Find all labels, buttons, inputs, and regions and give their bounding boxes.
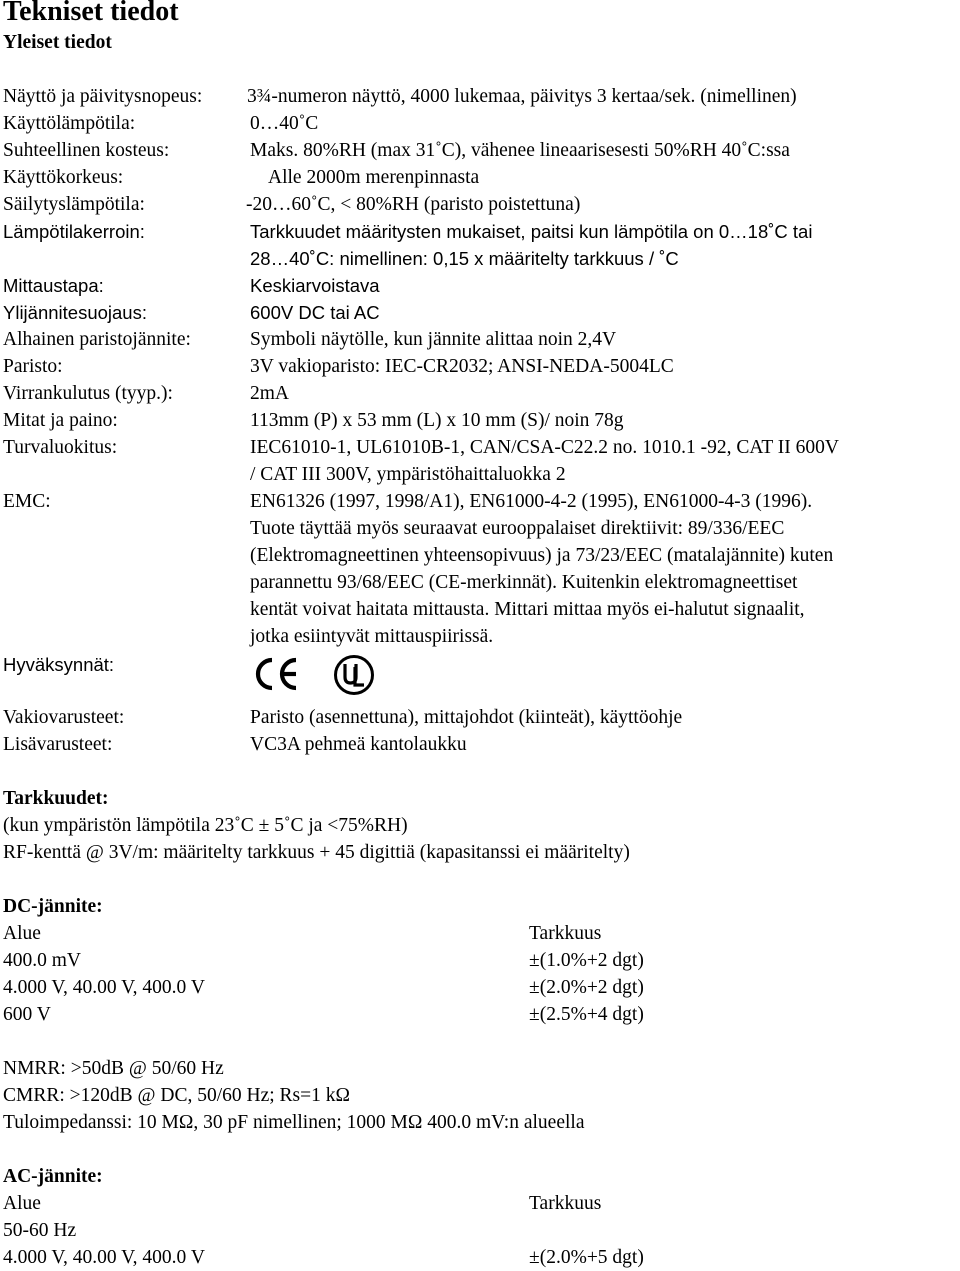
ul-mark-icon (333, 654, 375, 696)
spec-label: Käyttölämpötila: (3, 113, 136, 134)
ac-col-accuracy: Tarkkuus (529, 1193, 602, 1214)
spec-label: Säilytyslämpötila: (3, 194, 145, 215)
approvals-label: Hyväksynnät: (3, 654, 115, 675)
spec-value: Maks. 80%RH (max 31˚C), vähenee lineaarisesesti 50%RH 40˚C:ssa (250, 140, 790, 161)
spec-label: Virrankulutus (tyyp.): (3, 383, 173, 404)
dc-nmrr: NMRR: >50dB @ 50/60 Hz (3, 1058, 224, 1079)
emc-line: EN61326 (1997, 1998/A1), EN61000-4-2 (1995), EN61000-4-3 (1996). (250, 491, 813, 512)
extra-accessories-value: VC3A pehmeä kantolaukku (250, 734, 467, 755)
spec-value: 2mA (250, 383, 289, 404)
emc-line: (Elektromagneettinen yhteensopivuus) ja 73/23/EEC (matalajännite) kuten (250, 545, 834, 566)
section-heading-ac: AC-jännite: (3, 1166, 103, 1187)
spec-label: Mitat ja paino: (3, 410, 118, 431)
spec-value-continued: 28…40˚C: nimellinen: 0,15 x määritelty tarkkuus / ˚C (250, 248, 679, 269)
dc-col-accuracy: Tarkkuus (529, 923, 602, 944)
dc-range: 4.000 V, 40.00 V, 400.0 V (3, 977, 205, 998)
dc-impedance: Tuloimpedanssi: 10 MΩ, 30 pF nimellinen; 1000 MΩ 400.0 mV:n alueella (3, 1112, 585, 1133)
spec-label: Paristo: (3, 356, 63, 377)
dc-col-range: Alue (3, 923, 41, 944)
spec-label: Mittaustapa: (3, 275, 104, 296)
section-heading-dc: DC-jännite: (3, 896, 103, 917)
spec-label: Turvaluokitus: (3, 437, 118, 458)
page-title: Tekniset tiedot (3, 0, 179, 27)
spec-label: Lämpötilakerroin: (3, 221, 145, 242)
accuracy-rf-note: RF-kenttä @ 3V/m: määritelty tarkkuus + 45 digittiä (kapasitanssi ei määritelty) (3, 842, 630, 863)
dc-accuracy: ±(2.0%+2 dgt) (529, 977, 644, 998)
accessories-value: Paristo (asennettuna), mittajohdot (kiinteät), käyttöohje (250, 707, 683, 728)
accessories-label: Vakiovarusteet: (3, 707, 125, 728)
spec-value: 0…40˚C (250, 113, 319, 134)
dc-accuracy: ±(1.0%+2 dgt) (529, 950, 644, 971)
section-heading-general: Yleiset tiedot (3, 32, 112, 53)
spec-label: Suhteellinen kosteus: (3, 140, 170, 161)
spec-value: Alle 2000m merenpinnasta (268, 167, 480, 188)
dc-accuracy: ±(2.5%+4 dgt) (529, 1004, 644, 1025)
spec-label: Alhainen paristojännite: (3, 329, 191, 350)
section-heading-accuracy: Tarkkuudet: (3, 788, 109, 809)
spec-value: Symboli näytölle, kun jännite alittaa noin 2,4V (250, 329, 617, 350)
emc-line: kentät voivat haitata mittausta. Mittari mittaa myös ei-halutut signaalit, (250, 599, 805, 620)
spec-value: 600V DC tai AC (250, 302, 380, 323)
accuracy-conditions: (kun ympäristön lämpötila 23˚C ± 5˚C ja <75%RH) (3, 815, 408, 836)
spec-label: Käyttökorkeus: (3, 167, 124, 188)
dc-range: 400.0 mV (3, 950, 81, 971)
emc-label: EMC: (3, 491, 51, 512)
spec-value: Tarkkuudet määritysten mukaiset, paitsi kun lämpötila on 0…18˚C tai (250, 221, 813, 242)
dc-range: 600 V (3, 1004, 51, 1025)
ac-col-range: Alue (3, 1193, 41, 1214)
emc-line: parannettu 93/68/EEC (CE-merkinnät). Kuitenkin elektromagneettiset (250, 572, 798, 593)
emc-line: jotka esiintyvät mittauspiirissä. (250, 626, 494, 647)
spec-value: 113mm (P) x 53 mm (L) x 10 mm (S)/ noin 78g (250, 410, 624, 431)
extra-accessories-label: Lisävarusteet: (3, 734, 113, 755)
ac-range: 4.000 V, 40.00 V, 400.0 V (3, 1247, 205, 1268)
dc-cmrr: CMRR: >120dB @ DC, 50/60 Hz; Rs=1 kΩ (3, 1085, 350, 1106)
ac-accuracy: ±(2.0%+5 dgt) (529, 1247, 644, 1268)
spec-label: Ylijännitesuojaus: (3, 302, 147, 323)
spec-value: -20…60˚C, < 80%RH (paristo poistettuna) (246, 194, 581, 215)
spec-value: IEC61010-1, UL61010B-1, CAN/CSA-C22.2 no. 1010.1 -92, CAT II 600V (250, 437, 839, 458)
spec-label: Näyttö ja päivitysnopeus: (3, 86, 203, 107)
ce-mark-icon (252, 657, 302, 691)
ac-frequency: 50-60 Hz (3, 1220, 77, 1241)
spec-value: 3V vakioparisto: IEC-CR2032; ANSI-NEDA-5004LC (250, 356, 674, 377)
spec-value: 3¾-numeron näyttö, 4000 lukemaa, päivitys 3 kertaa/sek. (nimellinen) (247, 86, 797, 107)
spec-value-continued: / CAT III 300V, ympäristöhaittaluokka 2 (250, 464, 566, 485)
spec-value: Keskiarvoistava (250, 275, 380, 296)
emc-line: Tuote täyttää myös seuraavat eurooppalaiset direktiivit: 89/336/EEC (250, 518, 785, 539)
